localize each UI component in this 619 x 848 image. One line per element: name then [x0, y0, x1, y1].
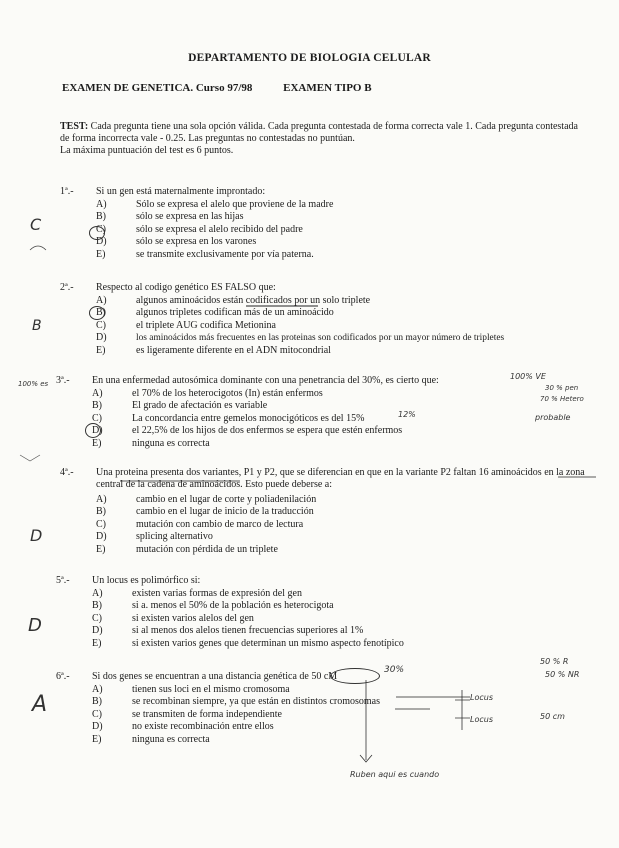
question-number: 1ª.- — [60, 186, 74, 197]
q1-c-circle — [89, 226, 105, 240]
question-stem: Si un gen está maternalmente improntado: — [96, 186, 266, 197]
q2-answer-mark: B — [32, 318, 42, 334]
q6-50cm-circle — [330, 668, 380, 684]
instructions — [60, 121, 588, 157]
exam-heading — [62, 82, 372, 94]
q2-b-circle — [89, 306, 105, 320]
q1-answer-mark: C — [30, 215, 42, 234]
question-number: 6ª.- — [56, 671, 70, 682]
exam-type: EXAMEN TIPO B — [283, 82, 372, 94]
instructions-max: La máxima puntuación del test es 6 puntos. — [60, 145, 234, 156]
q3-margin-note-2: 30 % pen — [545, 384, 579, 392]
q3-margin-note-3: 70 % Hetero — [540, 395, 584, 403]
question-stem: Respecto al codigo genético ES FALSO que: — [96, 282, 276, 293]
question-stem: En una enfermedad autosómica dominante con una penetrancia del 30%, es cierto que: — [92, 375, 439, 386]
exam-course: EXAMEN DE GENETICA. Curso 97/98 — [62, 82, 253, 94]
q6-answer-mark: A — [32, 692, 48, 717]
q6-note-locus-2: Locus — [470, 715, 493, 724]
q3-percent-note: 12% — [398, 410, 416, 419]
q6-bottom-note: Ruben aqui es cuando — [350, 770, 440, 779]
instructions-text: Cada pregunta tiene una sola opción válida. Cada pregunta contestada de forma correcta vale 1. Cada pregunta contestada de forma incorrecta vale - 0.25. Las preguntas no contestadas no puntúan. — [60, 121, 578, 144]
question-number: 3ª.- — [56, 375, 70, 386]
question-number: 5ª.- — [56, 575, 70, 586]
q5-answer-mark: D — [28, 615, 42, 636]
department-title: DEPARTAMENTO DE BIOLOGIA CELULAR — [188, 52, 431, 64]
q3-margin-note-1: 100% VE — [510, 372, 546, 381]
question-stem: Si dos genes se encuentran a una distancia genética de 50 cM — [92, 671, 338, 682]
question-number: 4ª.- — [60, 467, 74, 478]
q6-note-50nr: 50 % NR — [545, 670, 580, 679]
question-number: 2ª.- — [60, 282, 74, 293]
question-stem: Una proteina presenta dos variantes, P1 y P2, que se diferencian en que en la variante P2 faltan 16 aminoácidos en la zona central de la cadena de aminoácidos. Esto puede deberse a: — [96, 467, 585, 491]
q6-note-50cm: 50 cm — [540, 712, 565, 721]
q3-d-circle — [85, 423, 101, 438]
q6-note-30: 30% — [384, 665, 405, 675]
q4-answer-mark: D — [30, 526, 43, 545]
exam-page: DEPARTAMENTO DE BIOLOGIA CELULAR EXAMEN DE GENETICA. Curso 97/98 EXAMEN TIPO B TEST: Cada pregunta tiene una sola opción válida. Cada pregunta contestada de forma correcta vale 1. Cada pregunta contestada de forma incorrecta vale - 0.25. Las preguntas no contestadas no puntúan. La máxima puntuación del test es 6 puntos. 1ª.- Si un gen está maternalmente improntado: A) Sólo se expresa el alelo que proviene de la madre B) sólo se expresa en las hijas C) sólo se expresa el alelo recibido del padre D) sólo se expresa en los varones E) se transmite exclusivamente por vía paterna. 2ª.- Respecto al codigo genético ES FALSO que: A) algunos aminoácidos están codificados por un solo triplete B) algunos tripletes codifican más de un aminoácido C) el triplete AUG codifica Metionina D) los aminoácidos más frecuentes en las proteinas son codificados por un mayor número de tripletes E) es ligeramente diferente en el ADN mitocondrial 3ª.- En una enfermedad autosómica dominante con una penetrancia del 30%, es cierto que: A) el 70% de los heterocigotos (In) están enfermos B) El grado de afectación es variable C) La concordancia entre gemelos monocigóticos es del 15% D) el 22,5% de los hijos de dos enfermos se espera que estén enfermos E) ninguna es correcta 4ª.- Una proteina presenta dos variantes, P1 y P2, que se diferencian en que en la variante P2 faltan 16 aminoácidos en la zona central de la cadena de aminoácidos. Esto puede deberse a: A) cambio en el lugar de corte y poliadenilación B) cambio en el lugar de inicio de la traducción C) mutación con cambio de marco de lectura D) splicing alternativo E) mutación con pérdida de un triplete 5ª.- Un locus es polimórfico si: A) existen varias formas de expresión del gen B) si a. menos el 50% de la población es heterocigota C) si existen varios alelos del gen D) si al menos dos alelos tienen frecuencias superiores al 1% E) si existen varios genes que determinan un mismo aspecto fenotípico 6ª.- Si dos genes se encuentran a una distancia genética de 50 cM A) tienen sus loci en el mismo cromosoma B) se recombinan siempre, ya que están en distintos cromosomas C) se transmiten de forma independiente D) no existe recombinación entre ellos E) ninguna es correcta C B 100% es 100% VE 30 % pen 70 % Hetero probable 12% D D A 30% 50 % R 50 % NR Locus Locus 50 cm Ruben aqui es cuando — [0, 0, 619, 848]
q6-note-50r: 50 % R — [540, 657, 569, 666]
instructions-label: TEST: — [60, 121, 89, 132]
q3-margin-note-4: probable — [535, 413, 571, 422]
q3-margin-note-left: 100% es — [18, 380, 49, 388]
q6-note-locus-1: Locus — [470, 693, 493, 702]
question-stem: Un locus es polimórfico si: — [92, 575, 201, 586]
